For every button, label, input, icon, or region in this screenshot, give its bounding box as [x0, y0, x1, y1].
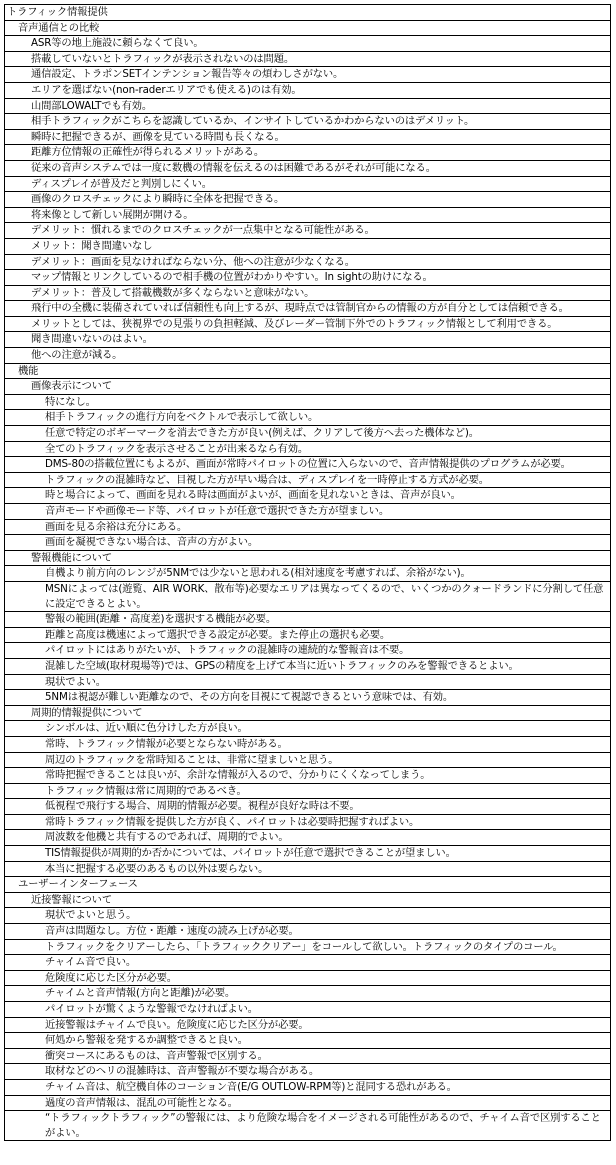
table-row: 特になし。 — [5, 395, 610, 411]
table-row: 現状でよいと思う。 — [5, 908, 610, 924]
table-row: 音声通信との比較 — [5, 21, 610, 37]
table-row: 警報の範囲(距離・高度差)を選択する機能が必要。 — [5, 612, 610, 628]
table-row: トラフィックをクリアーしたら、「トラフィッククリアー」をコールして欲しい。トラフィックのタイプのコール。 — [5, 940, 610, 956]
table-row: 何処から警報を発するか調整できると良い。 — [5, 1033, 610, 1049]
table-row: 通信設定、トラポンSETインテンション報告等々の煩わしさがない。 — [5, 67, 610, 83]
table-row: 近接警報はチャイムで良い。危険度に応じた区分が必要。 — [5, 1018, 610, 1034]
table-row: 画面を見る余裕は充分にある。 — [5, 520, 610, 536]
table-row: 将来像として新しい展開が開ける。 — [5, 208, 610, 224]
table-row: 相手トラフィックがこちらを認識しているか、インサイトしているかわからないのはデメリット。 — [5, 114, 610, 130]
table-row: 現状でよい。 — [5, 675, 610, 691]
table-row: 聞き間違いないのはよい。 — [5, 332, 610, 348]
table-row: 搭載していないとトラフィックが表示されないのは問題。 — [5, 52, 610, 68]
table-row: チャイム音で良い。 — [5, 955, 610, 971]
table-row: 音声は問題なし。方位・距離・速度の読み上げが必要。 — [5, 924, 610, 940]
table-row: シンボルは、近い順に色分けした方が良い。 — [5, 721, 610, 737]
table-row: 距離と高度は機速によって選択できる設定が必要。また停止の選択も必要。 — [5, 628, 610, 644]
document-table — [4, 4, 611, 1141]
table-row: 全てのトラフィックを表示させることが出来るなら有効。 — [5, 442, 610, 458]
table-row: MSNによっては(遊覧、AIR WORK、散布等)必要なエリアは異なってくるので、いくつかのクォードランドに分割して任意に設定できるとよい。 — [5, 582, 610, 612]
table-row: 低視程で飛行する場合、周期的情報が必要。視程が良好な時は不要。 — [5, 799, 610, 815]
table-row: 距離方位情報の正確性が得られるメリットがある。 — [5, 145, 610, 161]
table-row: 画像表示について — [5, 379, 610, 395]
table-row: 常時トラフィック情報を提供した方が良く、パイロットは必要時把握すればよい。 — [5, 815, 610, 831]
table-row: デメリット：慣れるまでのクロスチェックが一点集中となる可能性がある。 — [5, 223, 610, 239]
table-row: トラフィック情報提供 — [5, 5, 610, 21]
table-row: 飛行中の全機に装備されていれば信頼性も向上するが、現時点では管制官からの情報の方が自分としては信頼できる。 — [5, 301, 610, 317]
table-row: 音声モードや画像モード等、パイロットが任意で選択できた方が望ましい。 — [5, 504, 610, 520]
table-row: チャイム音は、航空機自体のコーション音(E/G OUTLOW-RPM等)と混同する恐れがある。 — [5, 1080, 610, 1096]
table-row: 本当に把握する必要のあるもの以外は要らない。 — [5, 862, 610, 878]
table-row: ディスプレイが普及だと判別しにくい。 — [5, 177, 610, 193]
table-row: ASR等の地上施設に頼らなくて良い。 — [5, 36, 610, 52]
table-row: トラフィックの混雑時など、目視した方が早い場合は、ディスプレイを一時停止する方式が必要。 — [5, 473, 610, 489]
table-row: デメリット：画面を見なければならない分、他への注意が少なくなる。 — [5, 255, 610, 271]
table-row: “トラフィックトラフィック”の警報には、より危険な場合をイメージされる可能性があるので、チャイム音で区別することがよい。 — [5, 1111, 610, 1141]
table-row: メリット：聞き間違いなし — [5, 239, 610, 255]
table-row: 周期的情報提供について — [5, 706, 610, 722]
table-row: 時と場合によって、画面を見れる時は画面がよいが、画面を見れないときは、音声が良い。 — [5, 488, 610, 504]
table-row: 従来の音声システムでは一度に数機の情報を伝えるのは困難であるがそれが可能になる。 — [5, 161, 610, 177]
table-row: 5NMは視認が難しい距離なので、その方向を目視にて視認できるという意味では、有効。 — [5, 690, 610, 706]
table-row: パイロットにはありがたいが、トラフィックの混雑時の連続的な警報音は不要。 — [5, 643, 610, 659]
table-row: TIS情報提供が周期的か否かについては、パイロットが任意で選択できることが望ましい。 — [5, 846, 610, 862]
table-row: 衝突コースにあるものは、音声警報で区別する。 — [5, 1049, 610, 1065]
table-row: ユーザーインターフェース — [5, 877, 610, 893]
table-row: マップ情報とリンクしているので相手機の位置がわかりやすい。In sightの助けになる。 — [5, 270, 610, 286]
table-row: 常時、トラフィック情報が必要とならない時がある。 — [5, 737, 610, 753]
table-row: 常時把握できることは良いが、余計な情報が入るので、分かりにくくなってしまう。 — [5, 768, 610, 784]
table-row: 画面を凝視できない場合は、音声の方がよい。 — [5, 535, 610, 551]
table-row: 周波数を他機と共有するのであれば、周期的でよい。 — [5, 830, 610, 846]
table-row: 危険度に応じた区分が必要。 — [5, 971, 610, 987]
table-row: 周辺のトラフィックを常時知ることは、非常に望ましいと思う。 — [5, 753, 610, 769]
table-row: 相手トラフィックの進行方向をベクトルで表示して欲しい。 — [5, 410, 610, 426]
table-row: 近接警報について — [5, 893, 610, 909]
table-row: 取材などのヘリの混雑時は、音声警報が不要な場合がある。 — [5, 1064, 610, 1080]
table-row: 自機より前方向のレンジが5NMでは少ないと思われる(相対速度を考慮すれば、余裕がない)。 — [5, 566, 610, 582]
table-row: 機能 — [5, 364, 610, 380]
table-row: 警報機能について — [5, 551, 610, 567]
table-row: メリットとしては、狭視界での見張りの負担軽減、及びレーダー管制下外でのトラフィック情報として利用できる。 — [5, 317, 610, 333]
table-row: 任意で特定のボギーマークを消去できた方が良い(例えば、クリアして後方へ去った機体など)。 — [5, 426, 610, 442]
table-row: パイロットが驚くような警報でなければよい。 — [5, 1002, 610, 1018]
table-row: 過度の音声情報は、混乱の可能性となる。 — [5, 1096, 610, 1112]
table-row: 山間部LOWALTでも有効。 — [5, 99, 610, 115]
table-row: トラフィック情報は常に周期的であるべき。 — [5, 784, 610, 800]
table-row: 他への注意が減る。 — [5, 348, 610, 364]
table-row: 混雑した空域(取材現場等)では、GPSの精度を上げて本当に近いトラフィックのみを警報できるとよい。 — [5, 659, 610, 675]
table-row: 瞬時に把握できるが、画像を見ている時間も長くなる。 — [5, 130, 610, 146]
table-row: チャイムと音声情報(方向と距離)が必要。 — [5, 986, 610, 1002]
table-row: エリアを選ばない(non-raderエリアでも使える)のは有効。 — [5, 83, 610, 99]
table-row: DMS-80の搭載位置にもよるが、画面が常時パイロットの位置に入らないので、音声情報提供のプログラムが必要。 — [5, 457, 610, 473]
table-row: 画像のクロスチェックにより瞬時に全体を把握できる。 — [5, 192, 610, 208]
table-row: デメリット：普及して搭載機数が多くならないと意味がない。 — [5, 286, 610, 302]
